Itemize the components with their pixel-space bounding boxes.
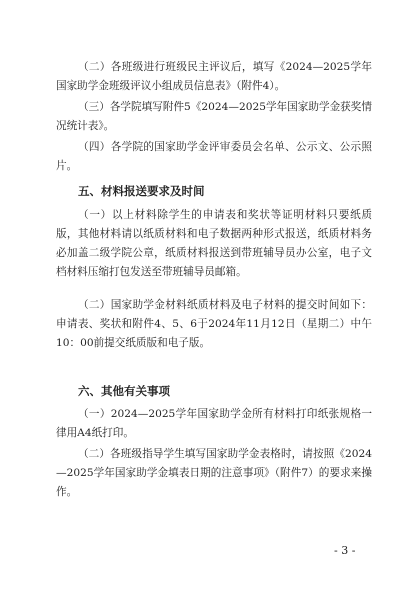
- section6-paragraph-2: （二）各班级指导学生填写国家助学金表格时，请按照《2024—2025学年国家助学金填表日期的注意事项》（附件7）的要求来操作。: [56, 448, 372, 498]
- paragraph-committee-list: （四）各学院的国家助学金评审委员会名单、公示文、公示照片。: [56, 141, 372, 172]
- page-number: - 3 -: [334, 544, 356, 557]
- section5-paragraph-2: （二）国家助学金材料纸质材料及电子材料的提交时间如下：申请表、奖状和附件4、5、6于2024年11月12日（星期二）中午10：00前提交纸质版和电子版。: [56, 299, 372, 349]
- section6-paragraph-1: （一）2024—2025学年国家助学金所有材料打印纸张规格一律用A4纸打印。: [56, 408, 372, 439]
- section5-heading: 五、材料报送要求及时间: [78, 184, 205, 198]
- section6-heading: 六、其他有关事项: [78, 384, 170, 398]
- paragraph-college-statistics: （三）各学院填写附件5《2024—2025学年国家助学金获奖情况统计表》。: [56, 101, 372, 132]
- section5-paragraph-1: （一）以上材料除学生的申请表和奖状等证明材料只要纸质版，其他材料请以纸质材料和电子数据两种形式报送，纸质材料务必加盖二级学院公章，纸质材料报送到带班辅导员办公室，电子文档材料压缩打包发送至带班辅导员邮箱。: [56, 209, 372, 278]
- paragraph-class-evaluation: （二）各班级进行班级民主评议后，填写《2024—2025学年国家助学金班级评议小组成员信息表》（附件4）。: [56, 61, 372, 92]
